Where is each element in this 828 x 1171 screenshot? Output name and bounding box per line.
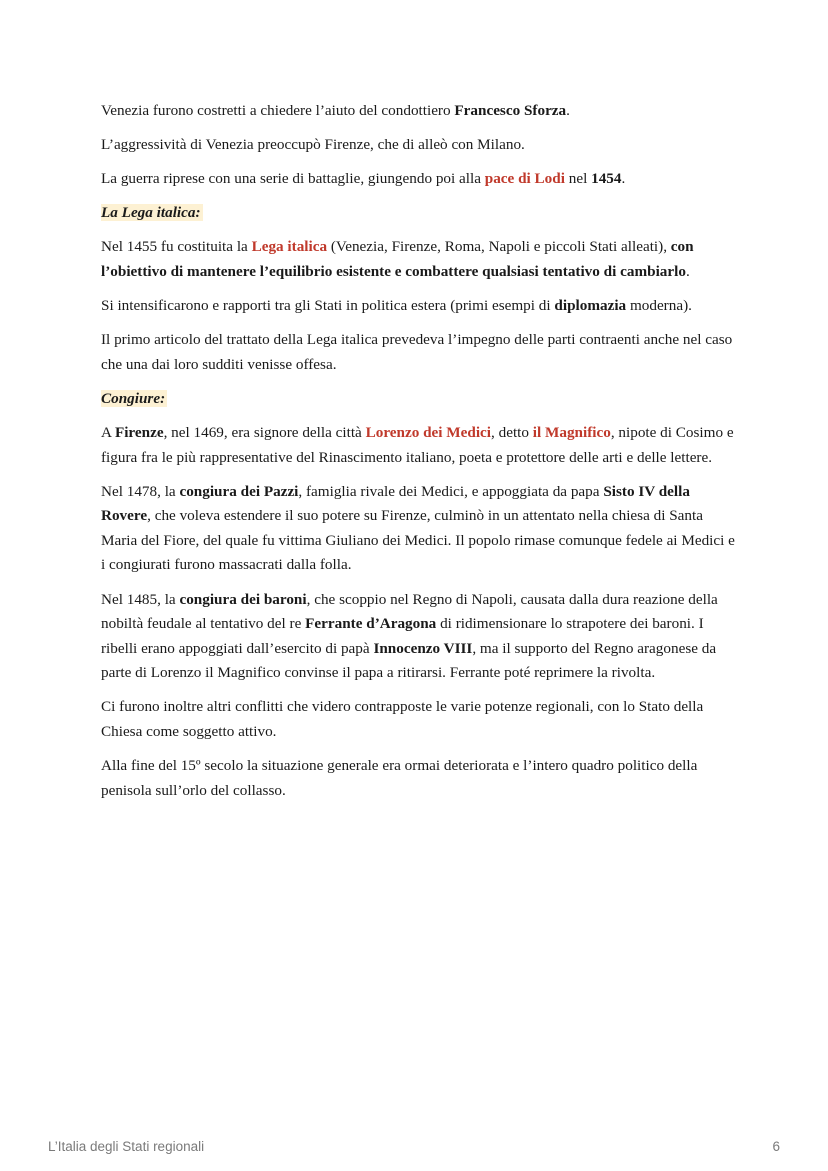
document-body — [101, 99, 741, 813]
paragraph-pace-di-lodi: La guerra riprese con una serie di battaglie, giungendo poi alla pace di Lodi nel 1454. — [101, 170, 626, 188]
highlight-lega-italica: Lega italica — [251, 238, 328, 256]
emphasis-congiura-dei-pazzi: congiura dei Pazzi — [179, 482, 299, 500]
emphasis-1454: 1454 — [591, 170, 622, 188]
emphasis-obiettivo: con l’obiettivo di mantenere l’equilibrio esistente e combattere qualsiasi tentativo di cambiarlo — [101, 238, 694, 280]
section-heading-congiure: Congiure: — [101, 389, 166, 407]
paragraph-conflitti: Ci furono inoltre altri conflitti che videro contrapposte le varie potenze regionali, con lo Stato della Chiesa come soggetto attivo. — [101, 698, 704, 740]
emphasis-innocenzo-viii: Innocenzo VIII — [373, 639, 473, 657]
emphasis-sisto-iv: Sisto IV della Rovere — [101, 482, 690, 525]
highlight-il-magnifico: il Magnifico — [532, 423, 611, 441]
highlight-pace-di-lodi: pace di Lodi — [484, 170, 565, 188]
paragraph-congiura-baroni: Nel 1485, la congiura dei baroni, che scoppio nel Regno di Napoli, causata dalla dura reazione della nobiltà feudale al tentativo del re Ferrante d’Aragona di ridimensionare lo strapotere dei baroni. I ribelli erano appoggiati dall’esercito di papà Innocenzo VIII, ma il supporto del Regno aragonese da parte di Lorenzo il Magnifico convinse il papa a ritirarsi. Ferrante poté reprimere la rivolta. — [101, 590, 718, 682]
emphasis-firenze: Firenze — [114, 423, 164, 441]
paragraph-fine-secolo: Alla fine del 15º secolo la situazione generale era ormai deteriorata e l’intero quadro politico della penisola sull’orlo del collasso. — [101, 757, 698, 799]
emphasis-diplomazia: diplomazia — [554, 297, 627, 315]
emphasis-congiura-dei-baroni: congiura dei baroni — [179, 590, 307, 608]
paragraph-diplomazia: Si intensificarono e rapporti tra gli Stati in politica estera (primi esempi di diplomazia moderna). — [101, 297, 692, 315]
section-heading-lega-italica: La Lega italica: — [101, 204, 201, 222]
highlight-lorenzo-dei-medici: Lorenzo dei Medici — [365, 423, 492, 441]
paragraph-trattato: Il primo articolo del trattato della Lega italica prevedeva l’impegno delle parti contraenti anche nel caso che una dai loro sudditi venisse offesa. — [101, 331, 733, 373]
paragraph-lega-italica: Nel 1455 fu costituita la Lega italica (Venezia, Firenze, Roma, Napoli e piccoli Stati alleati), con l’obiettivo di mantenere l’equilibrio esistente e combattere qualsiasi tentativo di cambiarlo. — [101, 238, 694, 280]
paragraph-sforza: Venezia furono costretti a chiedere l’aiuto del condottiero Francesco Sforza. — [101, 102, 570, 119]
paragraph-lorenzo: A Firenze, nel 1469, era signore della città Lorenzo dei Medici, detto il Magnifico, nipote di Cosimo e figura fra le più rappresentative del Rinascimento italiano, poeta e protettore delle arti e delle lettere. — [101, 423, 734, 466]
paragraph-aggressivita: L’aggressività di Venezia preoccupò Firenze, che di alleò con Milano. — [101, 136, 525, 154]
footer-title: L’Italia degli Stati regionali — [48, 1139, 205, 1154]
emphasis-francesco-sforza: Francesco Sforza — [454, 102, 567, 119]
page-number: 6 — [772, 1139, 780, 1154]
emphasis-ferrante-daragona: Ferrante d’Aragona — [305, 615, 437, 633]
paragraph-congiura-pazzi: Nel 1478, la congiura dei Pazzi, famiglia rivale dei Medici, e appoggiata da papa Sisto IV della Rovere, che voleva estendere il suo potere su Firenze, culminò in un attentato nella chiesa di Santa Maria del Fiore, del quale fu vittima Giuliano dei Medici. Il popolo rimase comunque fedele ai Medici e i congiurati furono massacrati dalla folla. — [101, 482, 735, 574]
